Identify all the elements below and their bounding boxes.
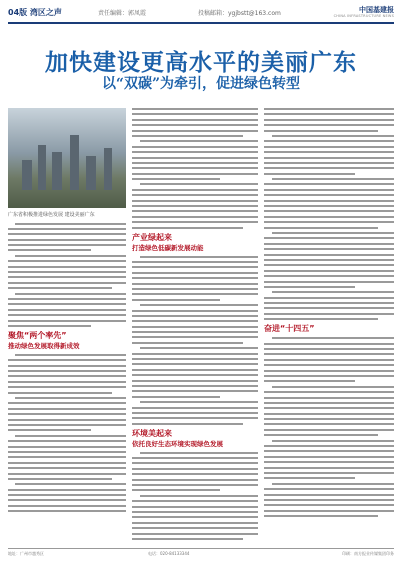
footer-phone: 电话：020-84133344 xyxy=(148,551,190,556)
column-2 xyxy=(132,108,258,543)
subheadline: 以“双碳”为牵引，促进绿色转型 xyxy=(101,76,301,92)
article-photo xyxy=(8,108,126,208)
footer-address: 地址：广州市越秀区 xyxy=(8,551,44,556)
page-footer xyxy=(8,548,394,559)
submission-email: 投稿邮箱：ygjbstt@163.com xyxy=(198,10,281,17)
body-text xyxy=(132,108,258,229)
editors-credit: 责任编辑：郭凤霞 xyxy=(98,10,147,17)
headline: 加快建设更高水平的美丽广东 xyxy=(45,49,357,76)
body-text xyxy=(8,354,126,512)
section-heading-2: 产业绿起来 打造绿色低碳新发展动能 xyxy=(132,232,204,252)
page-label: 04版 湾区之声 xyxy=(8,8,62,17)
section-heading-4: 奋进“十四五” xyxy=(264,324,315,334)
section-heading-3: 环境美起来 依托良好生态环境实现绿色发展 xyxy=(132,428,223,448)
page-header xyxy=(8,6,394,22)
photo-caption: 广东省积极推进绿色发展 建设美丽广东 xyxy=(8,212,95,218)
section-heading-1: 聚焦“两个率先” 推动绿色发展取得新成效 xyxy=(8,330,80,350)
body-text xyxy=(264,108,394,320)
body-text xyxy=(132,256,258,425)
newspaper-logo-sub: CHINA INFRASTRUCTURE NEWS xyxy=(333,14,394,18)
header-rule xyxy=(8,22,394,24)
column-3 xyxy=(264,108,394,543)
footer-printer: 印刷：南方报业传媒集团印务 xyxy=(342,551,394,556)
column-1 xyxy=(8,108,126,543)
newspaper-logo: 中国基建报 xyxy=(359,6,394,14)
body-text xyxy=(264,337,394,517)
body-text xyxy=(8,223,126,327)
body-text xyxy=(132,452,258,540)
